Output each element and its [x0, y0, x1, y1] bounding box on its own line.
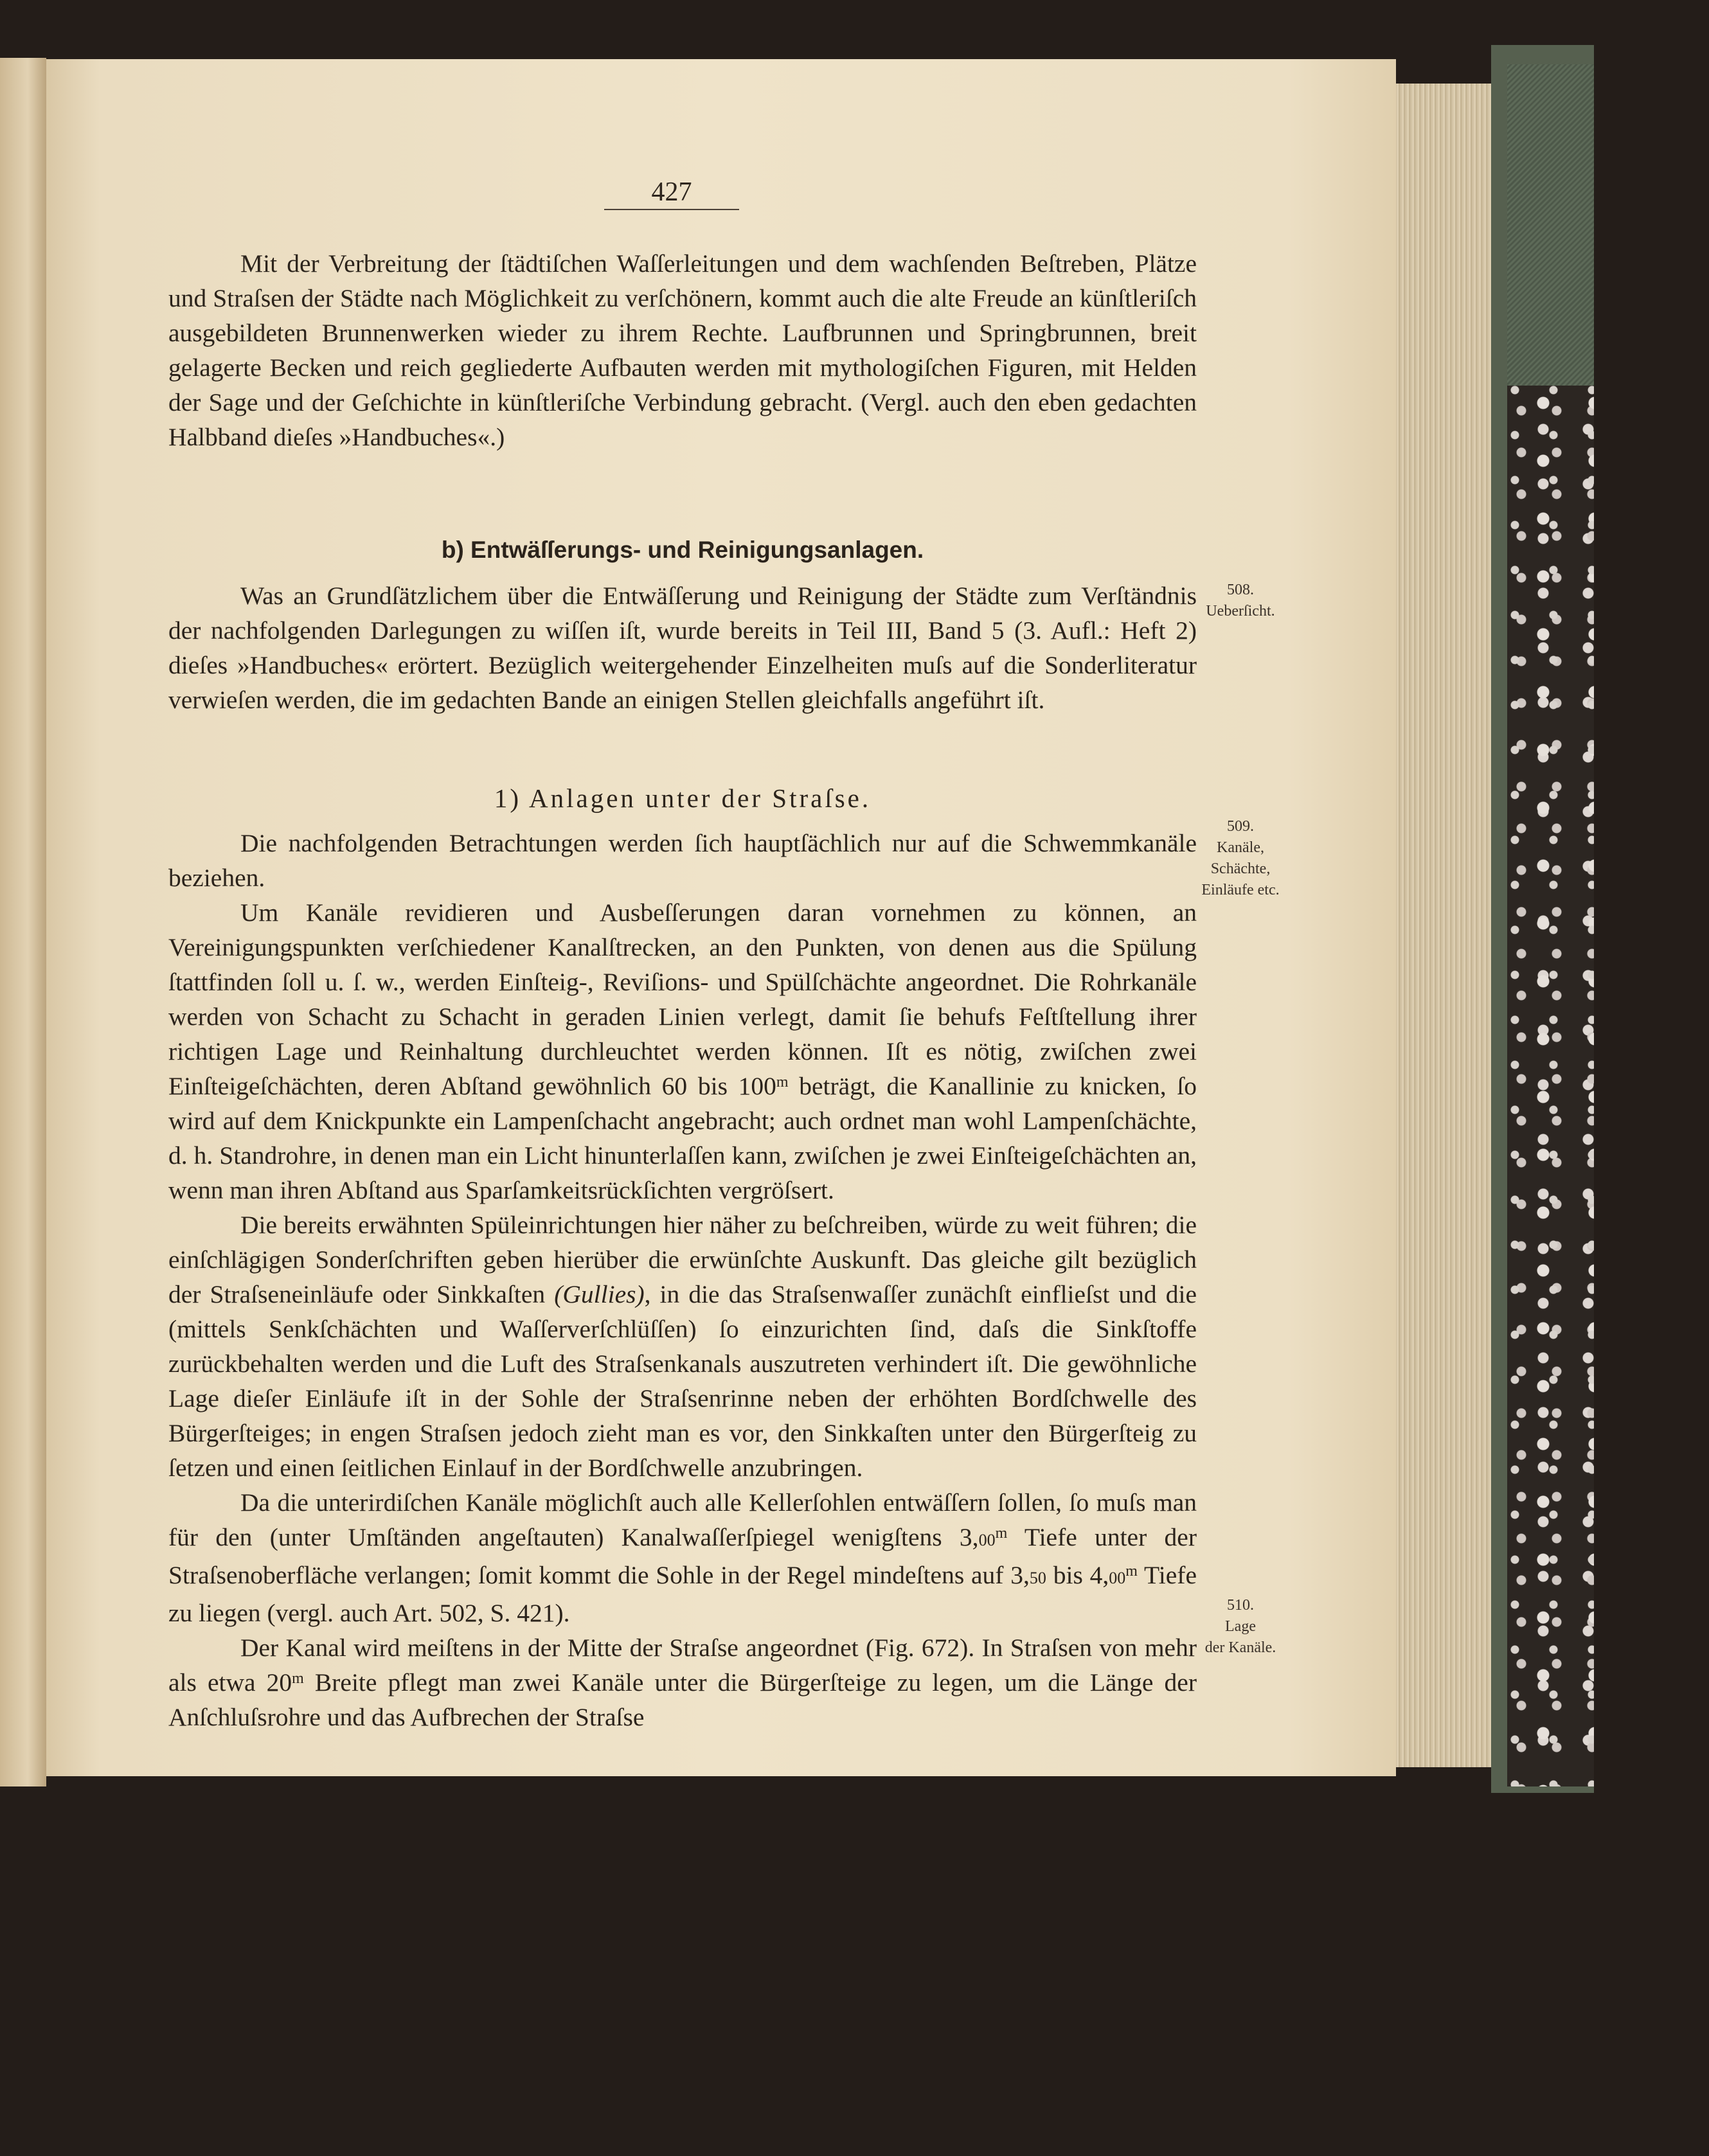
- paragraph-510a-part3: bis 4,: [1046, 1561, 1109, 1589]
- section-heading: b) Entwäſſerungs- und Reinigungsanlagen.: [441, 537, 924, 563]
- unit-m: m: [292, 1670, 304, 1687]
- paragraph-509c-post: , in die das Straſsenwaſſer zunächſt einflieſst und die (mittels Senkſchächten und Waſſerverſchlüſſen) ſo einzurichten ſind, daſs die Sinkſtoffe zurückbehalten werden und die Luft des Straſsenkanals auszutreten verhindert iſt. Die gewöhnliche Lage dieſer Einläufe iſt in der Sohle der Straſsenrinne neben der erhöhten Bordſchwelle des Bürgerſteiges; in engen Straſsen jedoch zieht man es vor, den Sinkkaſten unter den Bürgerſteig zu ſetzen und einen ſeitlichen Einlauf in der Bordſchwelle anzubringen.: [168, 1280, 1197, 1482]
- margin-note-label: Einläufe etc.: [1201, 882, 1280, 898]
- unit-m: m: [776, 1074, 789, 1091]
- margin-note-510: [1183, 1595, 1298, 1659]
- decimal-digits: 00: [1109, 1569, 1126, 1587]
- decimal-digits: 00: [978, 1531, 996, 1549]
- paragraph-510b: [168, 1630, 1197, 1734]
- margin-note-label: Schächte,: [1210, 860, 1271, 877]
- paragraph-509c-italic: (Gullies): [554, 1280, 645, 1308]
- paragraph-510a: [168, 1485, 1197, 1630]
- margin-note-508: [1183, 580, 1298, 622]
- intro-paragraph: Mit der Verbreitung der ſtädtiſchen Waſſerleitungen und dem wachſenden Beſtreben, Plätze und Straſsen der Städte nach Möglichkeit zu verſchönern, kommt auch die alte Freude an künſtleriſch ausgebildeten Brunnenwerken wieder zu ihrem Rechte. Laufbrunnen und Springbrunnen, breit gelagerte Becken und reich gegliederte Aufbauten werden mit mythologiſchen Figuren, mit Helden der Sage und der Geſchichte in künſtleriſche Verbindung gebracht. (Vergl. auch den eben gedachten Halbband dieſes »Handbuches«.): [168, 249, 1197, 451]
- paragraph-509c-pre: Die bereits erwähnten Spüleinrichtungen hier näher zu beſchreiben, würde zu weit führen; die einſchlägigen Sonderſchriften geben hierüber die erwünſchte Auskunft. Das gleiche gilt bezüglich der Straſseneinläufe oder Sinkkaſten: [168, 1211, 1197, 1308]
- paragraph-509c: [168, 1207, 1197, 1485]
- paragraph-510a-part4: Tiefe zu liegen (vergl. auch Art. 502, S. 421).: [168, 1561, 1197, 1627]
- paragraph-509b-post: beträgt, die Kanallinie zu knicken, ſo wird auf dem Knickpunkte ein Lampenſchacht angebracht; auch ordnet man wohl Lampenſchächte, d. h. Standrohre, in denen man ein Licht hinunterlaſſen kann, zwiſchen je zwei Einſteigeſchächten an, wenn man ihren Abſtand aus Sparſamkeitsrückſichten vergröſsert.: [168, 1072, 1197, 1204]
- page-stack-edge: [1396, 84, 1491, 1767]
- unit-m: m: [995, 1525, 1008, 1542]
- paragraph-510b-part1: Der Kanal wird meiſtens in der Mitte der Straſse angeordnet (Fig. 672). In Straſsen von mehr als etwa 20: [168, 1634, 1197, 1697]
- unit-m: m: [1125, 1563, 1138, 1580]
- margin-note-number: 510.: [1227, 1597, 1254, 1614]
- cover-marble-paper: [1507, 386, 1594, 1786]
- paragraph-510a-part1: Da die unterirdiſchen Kanäle möglichſt auch alle Kellerſohlen entwäſſern ſollen, ſo muſs man für den (unter Umſtänden angeſtauten) Kanalwaſſerſpiegel wenigſtens 3,: [168, 1488, 1197, 1551]
- margin-note-label: Ueberſicht.: [1206, 603, 1275, 619]
- margin-note-label: Lage: [1225, 1618, 1256, 1635]
- margin-note-number: 508.: [1227, 582, 1254, 598]
- left-page-edge: [0, 58, 46, 1786]
- margin-note-label: der Kanäle.: [1204, 1639, 1276, 1656]
- paragraph-510a-part2: Tiefe unter der Straſsenoberfläche verlangen; ſomit kommt die Sohle in der Regel mindeſtens auf 3,: [168, 1523, 1197, 1589]
- margin-note-number: 509.: [1227, 818, 1254, 835]
- cover-cloth: [1507, 64, 1594, 398]
- decimal-digits: 50: [1029, 1569, 1046, 1587]
- paragraph-508-block: [168, 578, 1197, 717]
- page-number: 427: [604, 177, 739, 210]
- paragraph-509-block: [168, 826, 1197, 1734]
- paragraph-509b-pre: Um Kanäle revidieren und Ausbeſſerungen daran vornehmen zu können, an Vereinigungspunkten verſchiedener Kanalſtrecken, an den Punkten, von denen aus die Spülung ſtattfinden ſoll u. ſ. w., werden Einſteig-, Reviſions- und Spülſchächte angeordnet. Die Rohrkanäle werden von Schacht zu Schacht in geraden Linien verlegt, damit ſie behufs Feſtſtellung ihrer richtigen Lage und Reinhaltung durchleuchtet werden können. Iſt es nötig, zwiſchen zwei Einſteigeſchächten, deren Abſtand gewöhnlich 60 bis 100: [168, 898, 1197, 1100]
- paragraph-509a: Die nachfolgenden Betrachtungen werden ſich hauptſächlich nur auf die Schwemmkanäle beziehen.: [168, 829, 1197, 892]
- paragraph-509b: [168, 895, 1197, 1207]
- subsection-heading: 1) Anlagen unter der Straſse.: [494, 783, 872, 813]
- margin-note-label: Kanäle,: [1217, 839, 1264, 856]
- margin-note-509: [1183, 816, 1298, 901]
- paragraph-508: Was an Grundſätzlichem über die Entwäſſerung und Reinigung der Städte zum Verſtändnis der nachfolgenden Darlegungen zu wiſſen iſt, wurde bereits in Teil III, Band 5 (3. Aufl.: Heft 2) dieſes »Handbuches« erörtert. Bezüglich weitergehender Einzelheiten muſs auf die Sonderliteratur verwieſen werden, die im gedachten Bande an einigen Stellen gleichfalls angeführt iſt.: [168, 582, 1197, 714]
- paragraph-510b-part2: Breite pflegt man zwei Kanäle unter die Bürgerſteige zu legen, um die Länge der Anſchluſsrohre und das Aufbrechen der Straſse: [168, 1668, 1197, 1731]
- intro-paragraph-block: [168, 246, 1197, 454]
